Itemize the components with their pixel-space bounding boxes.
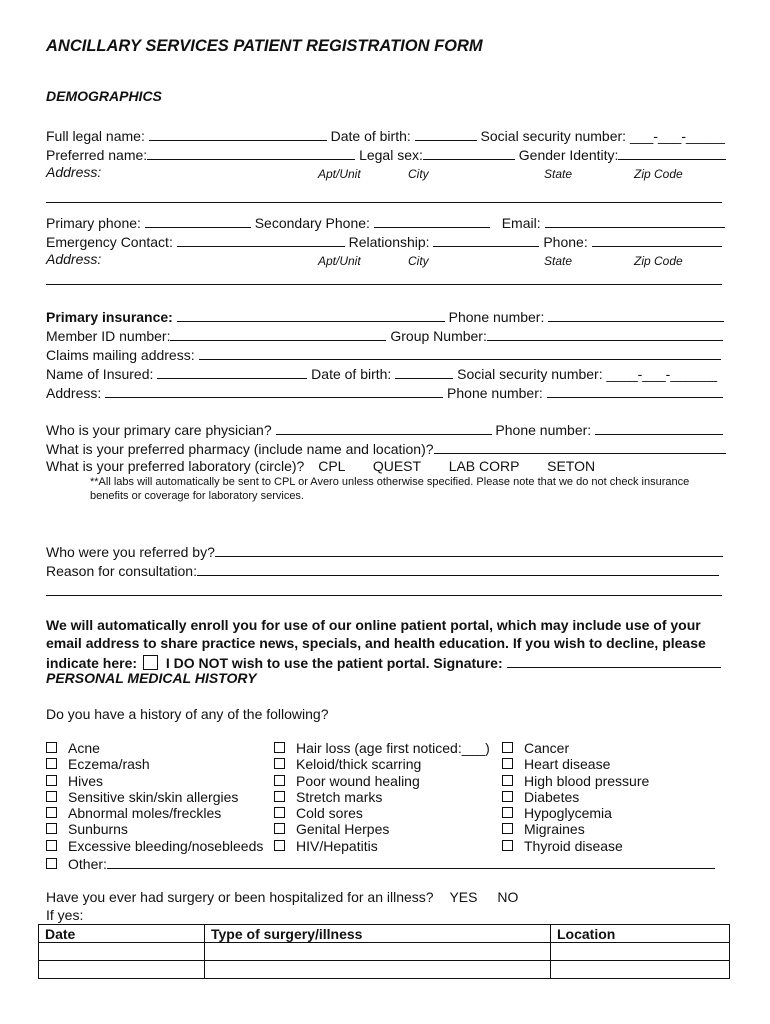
history-heading: PERSONAL MEDICAL HISTORY <box>46 670 257 686</box>
history-item-label: Sunburns <box>68 821 128 838</box>
emergency-phone-label: Phone: <box>543 234 588 250</box>
checkbox[interactable] <box>46 758 57 769</box>
location-header: Location <box>551 925 730 943</box>
member-id-field[interactable] <box>170 326 386 341</box>
checkbox[interactable] <box>502 807 513 818</box>
relationship-label: Relationship: <box>348 234 430 250</box>
surgery-yes-option[interactable]: YES <box>449 889 478 905</box>
email-label: Email: <box>501 215 541 231</box>
pcp-row <box>46 420 723 439</box>
insurance-phone-label: Phone number: <box>448 309 545 325</box>
dob-label: Date of birth: <box>330 128 411 144</box>
history-item-label: Eczema/rash <box>68 756 150 773</box>
insured-phone-label: Phone number: <box>447 385 543 401</box>
insured-name-label: Name of Insured: <box>46 366 154 382</box>
date-cell[interactable] <box>39 961 205 979</box>
member-id-row <box>46 326 723 345</box>
checkbox[interactable] <box>46 840 57 851</box>
checkbox[interactable] <box>274 742 285 753</box>
dob-field[interactable] <box>415 126 477 141</box>
secondary-phone-label: Secondary Phone: <box>254 215 370 231</box>
insured-ssn-label: Social security number: <box>457 366 603 382</box>
legal-sex-field[interactable] <box>423 145 515 160</box>
legal-sex-label: Legal sex: <box>359 147 423 163</box>
type-cell[interactable] <box>205 961 551 979</box>
insured-name-field[interactable] <box>157 364 307 379</box>
zip-label: Zip Code <box>634 167 683 181</box>
referred-by-label: Who were you referred by? <box>46 544 215 560</box>
lab-option-seton[interactable]: SETON <box>547 458 596 474</box>
history-item-label: Hair loss (age first noticed:___) <box>296 740 490 756</box>
checkbox[interactable] <box>274 840 285 851</box>
emergency-address-label: Address: <box>46 251 102 267</box>
insured-address-row <box>46 383 723 402</box>
history-item-label: Sensitive skin/skin allergies <box>68 788 239 805</box>
location-cell[interactable] <box>551 943 730 961</box>
zip-label-2: Zip Code <box>634 254 683 268</box>
history-item[interactable] <box>274 773 490 789</box>
insurance-phone-field[interactable] <box>548 307 724 322</box>
pcp-phone-field[interactable] <box>595 420 723 435</box>
history-item-label: Keloid/thick scarring <box>296 756 422 773</box>
claims-address-label: Claims mailing address: <box>46 347 195 363</box>
state-label: State <box>544 167 573 181</box>
lab-note-line-2: benefits or coverage for laboratory services. <box>90 490 304 502</box>
history-item-label: Other: <box>68 856 107 873</box>
checkbox[interactable] <box>502 775 513 786</box>
insured-ssn-field[interactable]: ____-___-______ <box>606 366 718 382</box>
history-item-label: Poor wound healing <box>296 772 420 789</box>
ssn-field[interactable]: ___-___-_____ <box>629 128 725 144</box>
history-item[interactable] <box>274 805 490 821</box>
full-name-row <box>46 126 725 145</box>
history-item-label: High blood pressure <box>524 772 650 789</box>
history-item[interactable] <box>274 789 490 805</box>
portal-text-line-1: We will automatically enroll you for use of our online patient portal, which may include use of your <box>46 617 701 633</box>
city-label-2: City <box>408 254 429 268</box>
history-item-label: Genital Herpes <box>296 821 390 838</box>
email-field[interactable] <box>545 213 725 228</box>
lab-label: What is your preferred laboratory (circle)? <box>46 458 305 474</box>
apt-unit-label-2: Apt/Unit <box>318 254 361 268</box>
pharmacy-label: What is your preferred pharmacy (include name and location)? <box>46 441 434 457</box>
table-header-row <box>39 925 730 943</box>
history-item[interactable] <box>502 773 649 789</box>
apt-unit-label: Apt/Unit <box>318 167 361 181</box>
table-row <box>39 943 730 961</box>
portal-decline-label: I DO NOT wish to use the patient portal. Signature: <box>165 655 503 671</box>
history-item-label: Stretch marks <box>296 788 383 805</box>
surgery-table <box>38 924 730 979</box>
checkbox[interactable] <box>502 742 513 753</box>
surgery-question: Have you ever had surgery or been hospitalized for an illness? <box>46 889 434 905</box>
checkbox[interactable] <box>46 807 57 818</box>
history-item-label: Abnormal moles/freckles <box>68 805 222 822</box>
lab-row <box>46 458 595 475</box>
reason-field[interactable] <box>197 561 719 576</box>
history-item-label: Heart disease <box>524 756 611 773</box>
gender-identity-label: Gender Identity: <box>518 147 619 163</box>
history-item-label: Excessive bleeding/nosebleeds <box>68 837 264 854</box>
full-name-label: Full legal name: <box>46 128 145 144</box>
history-item-label: Cancer <box>524 740 570 756</box>
history-item[interactable] <box>502 740 649 756</box>
primary-phone-label: Primary phone: <box>46 215 141 231</box>
pharmacy-field[interactable] <box>434 439 726 454</box>
history-item[interactable] <box>502 789 649 805</box>
history-item-label: Hives <box>68 772 104 789</box>
insured-phone-field[interactable] <box>547 383 723 398</box>
checkbox[interactable] <box>274 791 285 802</box>
reason-label: Reason for consultation: <box>46 563 197 579</box>
date-cell[interactable] <box>39 943 205 961</box>
form-title: ANCILLARY SERVICES PATIENT REGISTRATION FORM <box>46 37 483 55</box>
if-yes-label: If yes: <box>46 907 84 923</box>
referred-by-field[interactable] <box>215 542 723 557</box>
preferred-name-label: Preferred name: <box>46 147 148 163</box>
ssn-label: Social security number: <box>480 128 627 144</box>
insurance-row <box>46 307 724 326</box>
history-item[interactable] <box>502 756 649 772</box>
checkbox[interactable] <box>274 823 285 834</box>
insured-address-label: Address: <box>46 385 102 401</box>
history-item[interactable] <box>502 821 649 837</box>
address-label: Address: <box>46 164 102 180</box>
history-item[interactable] <box>502 805 649 821</box>
emergency-contact-label: Emergency Contact: <box>46 234 173 250</box>
history-column-2 <box>274 740 490 854</box>
pcp-field[interactable] <box>276 420 492 435</box>
checkbox[interactable] <box>46 791 57 802</box>
portal-signature-field[interactable] <box>507 653 721 668</box>
history-item-label: Diabetes <box>524 788 580 805</box>
section-divider <box>46 595 722 596</box>
checkbox[interactable] <box>46 775 57 786</box>
claims-row <box>46 345 721 364</box>
preferred-name-field[interactable] <box>147 145 355 160</box>
group-number-field[interactable] <box>487 326 723 341</box>
history-question: Do you have a history of any of the following? <box>46 706 329 722</box>
location-cell[interactable] <box>551 961 730 979</box>
checkbox[interactable] <box>274 775 285 786</box>
checkbox[interactable] <box>274 807 285 818</box>
state-label-2: State <box>544 254 573 268</box>
pcp-label: Who is your primary care physician? <box>46 422 272 438</box>
lab-note-line-1: **All labs will automatically be sent to CPL or Avero unless otherwise specified. Please note that we do not check insurance <box>90 476 690 488</box>
preferred-name-row <box>46 145 726 164</box>
history-item[interactable] <box>274 740 490 756</box>
phone-row <box>46 213 725 232</box>
history-item[interactable] <box>274 821 490 837</box>
city-label: City <box>408 167 429 181</box>
history-item-label: Hypoglycemia <box>524 805 612 822</box>
referral-row <box>46 542 723 561</box>
checkbox[interactable] <box>502 823 513 834</box>
table-row <box>39 961 730 979</box>
history-item[interactable] <box>502 838 649 854</box>
date-header: Date <box>39 925 205 943</box>
checkbox[interactable] <box>46 858 57 869</box>
emergency-row <box>46 232 722 251</box>
member-id-label: Member ID number: <box>46 328 171 344</box>
lab-option-labcorp[interactable]: LAB CORP <box>448 458 520 474</box>
checkbox[interactable] <box>46 742 57 753</box>
checkbox[interactable] <box>502 791 513 802</box>
history-item[interactable] <box>274 756 490 772</box>
checkbox[interactable] <box>46 823 57 834</box>
relationship-field[interactable] <box>433 232 539 247</box>
lab-option-cpl[interactable]: CPL <box>318 458 345 474</box>
secondary-phone-field[interactable] <box>374 213 490 228</box>
history-column-3 <box>502 740 649 854</box>
pcp-phone-label: Phone number: <box>495 422 592 438</box>
demographics-heading: DEMOGRAPHICS <box>46 88 162 104</box>
primary-insurance-field[interactable] <box>177 307 445 322</box>
address-line[interactable] <box>46 202 722 203</box>
emergency-contact-field[interactable] <box>177 232 345 247</box>
type-header: Type of surgery/illness <box>205 925 551 943</box>
primary-insurance-label: Primary insurance: <box>46 309 173 325</box>
emergency-address-line[interactable] <box>46 284 722 285</box>
insured-dob-label: Date of birth: <box>311 366 392 382</box>
lab-option-quest[interactable]: QUEST <box>372 458 421 474</box>
pharmacy-row <box>46 439 726 458</box>
history-item[interactable] <box>274 838 490 854</box>
history-item-label: Thyroid disease <box>524 837 623 854</box>
checkbox[interactable] <box>502 840 513 851</box>
surgery-row <box>46 889 518 906</box>
portal-decline-checkbox[interactable] <box>143 655 158 670</box>
group-number-label: Group Number: <box>390 328 487 344</box>
primary-phone-field[interactable] <box>145 213 251 228</box>
checkbox[interactable] <box>502 758 513 769</box>
surgery-no-option[interactable]: NO <box>497 889 519 905</box>
emergency-phone-field[interactable] <box>592 232 722 247</box>
history-item-label: Migraines <box>524 821 585 838</box>
portal-indicate-label: indicate here: <box>46 655 138 671</box>
portal-text-line-2: email address to share practice news, specials, and health education. If you wish to decline, please <box>46 635 706 651</box>
gender-identity-field[interactable] <box>618 145 726 160</box>
history-item-other[interactable] <box>46 854 715 872</box>
history-item-label: Cold sores <box>296 805 363 822</box>
other-condition-field[interactable] <box>107 854 715 869</box>
claims-address-field[interactable] <box>199 345 721 360</box>
type-cell[interactable] <box>205 943 551 961</box>
reason-row <box>46 561 719 580</box>
insured-row <box>46 364 717 383</box>
history-item-label: HIV/Hepatitis <box>296 837 378 854</box>
history-item-label: Acne <box>68 740 100 756</box>
checkbox[interactable] <box>274 758 285 769</box>
insured-dob-field[interactable] <box>395 364 453 379</box>
full-name-field[interactable] <box>149 126 327 141</box>
insured-address-field[interactable] <box>105 383 443 398</box>
